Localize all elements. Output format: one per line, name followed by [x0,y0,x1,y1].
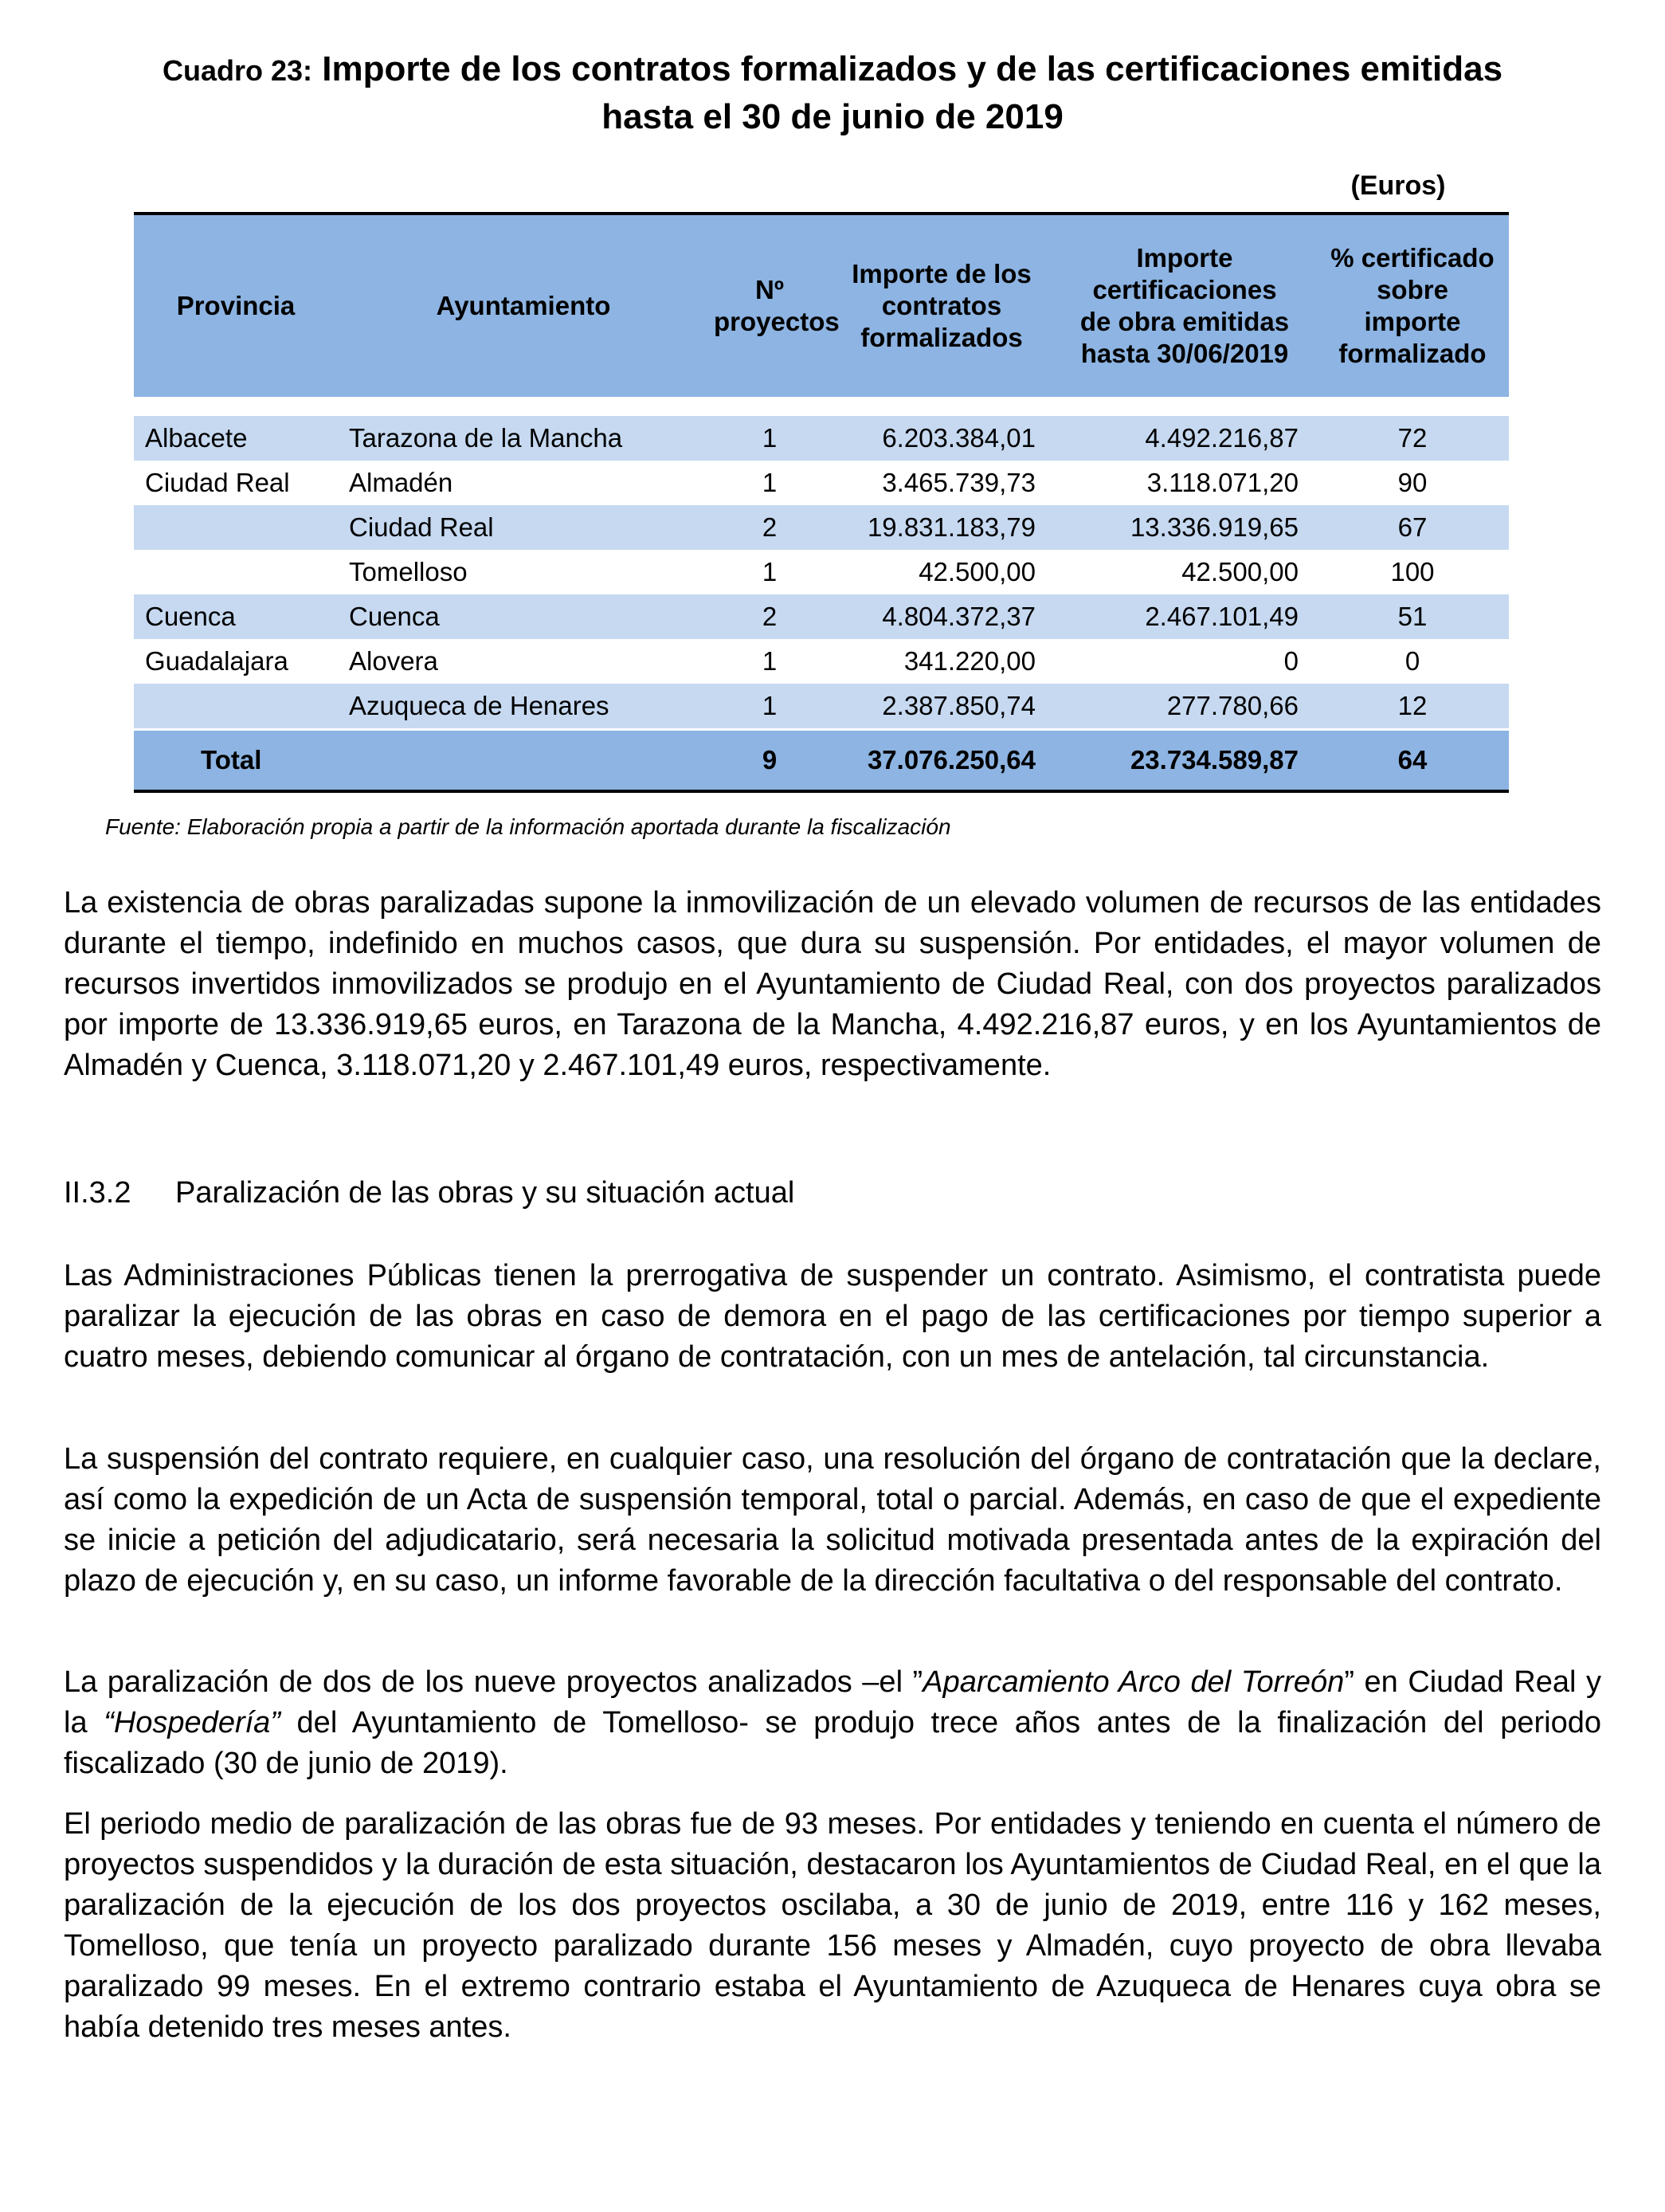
cell-n-proyectos: 1 [762,468,778,497]
header-n-proyectos-line: Nº [755,275,784,304]
paragraph-4-text: del Ayuntamiento de Tomelloso- se produjo trece años antes de la finalización del periodo fiscalizado (30 de junio de 2019). [64,1706,1601,1780]
cell-n-proyectos: 1 [709,684,830,730]
cell-ayuntamiento: Ciudad Real [338,505,709,550]
cell-ayuntamiento: Almadén [349,468,453,497]
cell-provincia: Albacete [134,406,338,461]
table-header-row [134,214,1509,406]
cell-n-proyectos: 1 [762,557,778,586]
cell-porcentaje: 0 [1404,646,1420,676]
cell-n-proyectos: 2 [709,594,830,639]
paragraph-4-text: La paralización de dos de los nueve proyectos analizados –el ” [64,1665,923,1699]
section-title: Paralización de las obras y su situación actual [175,1176,795,1210]
section-heading [64,1173,794,1214]
total-porcentaje: 64 [1316,730,1509,792]
cell-importe-contratos: 6.203.384,01 [830,406,1053,461]
header-porcentaje-line: importe [1364,307,1461,336]
paragraph-5: El periodo medio de paralización de las obras fue de 93 meses. Por entidades y teniendo en cuenta el número de proyectos suspendidos y la duración de esta situación, destacaron los Ayuntamientos de Ciudad Real, en el que la paralización de la ejecución de los dos proyectos oscilaba, a 30 de junio de 2019, entre 116 y 162 meses, Tomelloso, que tenía un proyecto paralizado durante 156 meses y Almadén, cuyo proyecto de obra llevaba paralizado 99 meses. En el extremo contrario estaba el Ayuntamiento de Azuqueca de Henares cuya obra se había detenido tres meses antes. [64,1807,1601,2044]
cell-provincia: Guadalajara [145,646,288,676]
header-importe-contratos-line: Importe de los [852,259,1032,288]
caption-line-2: hasta el 30 de junio de 2019 [601,97,1064,136]
table-source-note: Fuente: Elaboración propia a partir de la información aportada durante la fiscalización [105,814,951,839]
currency-label: (Euros) [1350,171,1446,201]
table-row [134,684,1509,730]
caption-line-1: Importe de los contratos formalizados y de las certificaciones emitidas [322,49,1503,88]
paragraph-3: La suspensión del contrato requiere, en cualquier caso, una resolución del órgano de contratación que la declare, así como la expedición de un Acta de suspensión temporal, total o parcial. Además, en caso de que el expediente se inicie a petición del adjudicatario, será necesaria la solicitud motivada presentada antes de la expiración del plazo de ejecución y, en su caso, un informe favorable de la dirección facultativa o del responsable del contrato. [64,1442,1601,1598]
paragraph-1: La existencia de obras paralizadas supone la inmovilización de un elevado volumen de recursos de las entidades durante el tiempo, indefinido en muchos casos, que dura su suspensión. Por entidades, el mayor volumen de recursos invertidos inmovilizados se produjo en el Ayuntamiento de Ciudad Real, con dos proyectos paralizados por importe de 13.336.919,65 euros, en Tarazona de la Mancha, 4.492.216,87 euros, y en los Ayuntamientos de Almadén y Cuenca, 3.118.071,20 y 2.467.101,49 euros, respectivamente. [64,886,1601,1082]
cell-porcentaje: 72 [1316,406,1509,461]
cell-importe-contratos: 2.387.850,74 [830,684,1053,730]
contracts-table [134,212,1509,793]
table-row [134,461,1509,505]
table-row [134,550,1509,594]
cell-porcentaje: 51 [1316,594,1509,639]
header-porcentaje-line: sobre [1377,275,1448,304]
total-importe-certificaciones: 23.734.589,87 [1053,730,1316,792]
cell-importe-contratos: 341.220,00 [903,646,1036,676]
cell-ayuntamiento: Tarazona de la Mancha [338,406,709,461]
cell-provincia [134,684,338,730]
header-importe-certificaciones-line: Importe [1136,243,1233,273]
cell-provincia: Ciudad Real [145,468,290,497]
caption-prefix: Cuadro 23: [162,54,312,87]
cell-importe-certificaciones: 4.492.216,87 [1053,406,1316,461]
header-importe-contratos-line: contratos [881,291,1002,320]
table-row [134,594,1509,639]
header-n-proyectos [709,214,840,406]
cell-ayuntamiento: Azuqueca de Henares [338,684,709,730]
cell-importe-certificaciones: 13.336.919,65 [1053,505,1316,550]
total-label: Total [134,730,709,792]
cell-importe-certificaciones: 2.467.101,49 [1053,594,1316,639]
header-porcentaje-line: formalizado [1338,339,1487,368]
table-row [134,505,1509,550]
cell-provincia: Cuenca [134,594,338,639]
table-caption [64,46,1601,140]
table-row [134,406,1509,461]
section-number: II.3.2 [64,1176,131,1210]
cell-n-proyectos: 1 [762,646,778,676]
header-importe-certificaciones-line: hasta 30/06/2019 [1080,339,1289,368]
cell-porcentaje: 12 [1316,684,1509,730]
cell-importe-certificaciones: 277.780,66 [1053,684,1316,730]
cell-porcentaje: 100 [1390,557,1435,586]
header-importe-certificaciones-line: de obra emitidas [1079,307,1290,336]
header-importe-contratos-line: formalizados [860,323,1023,352]
header-provincia: Provincia [134,214,338,406]
header-porcentaje [1316,214,1509,406]
cell-importe-contratos: 19.831.183,79 [830,505,1053,550]
cell-importe-contratos: 42.500,00 [919,557,1036,586]
header-importe-certificaciones-line: certificaciones [1092,275,1277,304]
paragraph-4-italic: Aparcamiento Arco del Torreón [923,1665,1345,1699]
cell-provincia [134,550,338,594]
paragraph-2: Las Administraciones Públicas tienen la prerrogativa de suspender un contrato. Asimismo, el contratista puede paralizar la ejecución de las obras en caso de demora en el pago de las certificaciones por tiempo superior a cuatro meses, debiendo comunicar al órgano de contratación, con un mes de antelación, tal circunstancia. [64,1259,1601,1374]
table-row [134,639,1509,684]
cell-porcentaje: 90 [1397,468,1428,497]
cell-importe-contratos: 3.465.739,73 [882,468,1036,497]
cell-provincia [134,505,338,550]
header-ayuntamiento: Ayuntamiento [338,214,709,406]
paragraph-4 [64,1662,1601,1784]
header-porcentaje-line: % certificado [1330,243,1495,273]
cell-n-proyectos: 1 [709,406,830,461]
cell-ayuntamiento: Alovera [349,646,438,676]
cell-porcentaje: 67 [1316,505,1509,550]
cell-importe-certificaciones: 0 [1283,646,1299,676]
total-n-proyectos: 9 [709,730,830,792]
cell-importe-contratos: 4.804.372,37 [830,594,1053,639]
cell-n-proyectos: 2 [709,505,830,550]
header-importe-contratos [830,214,1053,406]
cell-importe-certificaciones: 3.118.071,20 [1146,468,1299,497]
cell-importe-certificaciones: 42.500,00 [1181,557,1299,586]
paragraph-4-italic: “Hospedería” [104,1706,280,1739]
table-total-row [134,730,1509,792]
paragraph-4-text: ” en Ciudad Real y la [64,1665,1601,1739]
header-n-proyectos-line: proyectos [714,307,840,336]
cell-ayuntamiento: Tomelloso [349,557,468,586]
header-importe-certificaciones [1053,214,1316,406]
cell-ayuntamiento: Cuenca [338,594,709,639]
total-importe-contratos: 37.076.250,64 [830,730,1053,792]
